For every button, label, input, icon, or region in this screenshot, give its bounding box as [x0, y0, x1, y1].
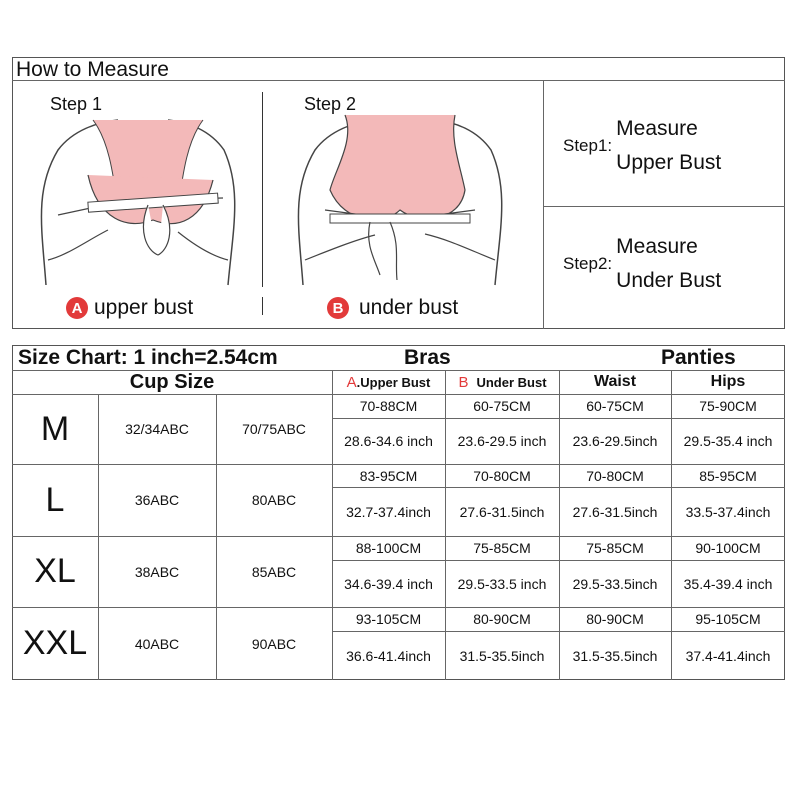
upper-in-xl: 34.6-39.4 inch [344, 575, 433, 592]
right-panel-divider [543, 80, 544, 329]
hips-cm-l: 85-95CM [699, 467, 757, 484]
under-cm-m: 60-75CM [473, 398, 531, 414]
waist-cm-m: 60-75CM [586, 398, 644, 414]
chart-title: Size Chart: 1 inch=2.54cm [18, 346, 278, 369]
cup-us-m: 32/34ABC [125, 421, 189, 437]
under-cm-xl: 75-85CM [473, 540, 531, 556]
cup-eu-l: 80ABC [251, 492, 297, 508]
upper-cm-l: 83-95CM [359, 467, 418, 484]
under-bust-marker: B [458, 373, 469, 391]
cup-size-header: Cup Size [129, 370, 215, 393]
hips-in-xl: 35.4-39.4 inch [683, 575, 773, 592]
size-xxl: XXL [22, 624, 88, 662]
under-cm-l: 70-80CM [473, 467, 531, 484]
side-step2-line1: Measure [616, 235, 698, 258]
upper-bust-marker: A [346, 373, 357, 391]
waist-in-l: 27.6-31.5inch [572, 503, 658, 520]
under-bust-caption [327, 296, 458, 320]
under-bust-caption-text: under bust [359, 296, 459, 319]
hips-cm-xl: 90-100CM [695, 540, 761, 556]
cup-eu-xxl: 90ABC [251, 635, 297, 652]
hips-in-l: 33.5-37.4inch [685, 503, 771, 520]
hips-cm-xxl: 95-105CM [695, 611, 761, 627]
under-bust-header-label: Under Bust [476, 374, 547, 390]
cup-us-xl: 38ABC [134, 563, 180, 580]
under-cm-xxl: 80-90CM [473, 611, 531, 627]
side-step2 [563, 230, 721, 298]
under-in-xl: 29.5-33.5 inch [457, 575, 547, 592]
waist-in-m: 23.6-29.5inch [572, 433, 658, 449]
side-step2-label: Step2: [563, 254, 613, 273]
panties-label: Panties [661, 346, 736, 369]
hips-cm-m: 75-90CM [699, 398, 757, 414]
marker-b-icon: B [327, 297, 349, 319]
upper-in-m: 28.6-34.6 inch [344, 433, 433, 449]
upper-bust-header [332, 370, 445, 394]
bras-label: Bras [404, 346, 451, 369]
under-bust-illustration [285, 110, 515, 290]
side-step1 [563, 112, 721, 180]
hips-in-m: 29.5-35.4 inch [683, 433, 773, 449]
hips-in-xxl: 37.4-41.4inch [685, 647, 771, 664]
upper-bust-caption [66, 296, 193, 320]
hips-header: Hips [710, 373, 746, 390]
cup-eu-m: 70/75ABC [242, 421, 306, 437]
right-panel-mid-divider [543, 206, 785, 207]
step2-label: Step 2 [304, 94, 357, 114]
upper-in-xxl: 36.6-41.4inch [346, 647, 431, 664]
upper-cm-xxl: 93-105CM [355, 611, 422, 627]
waist-cm-xl: 75-85CM [586, 540, 644, 556]
marker-a-icon: A [66, 297, 88, 319]
upper-bust-illustration [28, 110, 248, 290]
side-step1-line2: Upper Bust [616, 151, 722, 174]
waist-cm-xxl: 80-90CM [586, 611, 644, 627]
waist-header: Waist [593, 373, 637, 390]
step1-label: Step 1 [50, 94, 103, 114]
waist-in-xxl: 31.5-35.5inch [572, 647, 658, 664]
upper-in-l: 32.7-37.4inch [346, 503, 431, 520]
captions-divider [262, 297, 263, 315]
side-step1-label: Step1: [563, 136, 613, 155]
size-xl: XL [34, 552, 76, 590]
under-bust-header [446, 370, 559, 394]
upper-bust-caption-text: upper bust [94, 296, 194, 319]
upper-cm-xl: 88-100CM [355, 540, 422, 556]
under-in-m: 23.6-29.5 inch [457, 433, 547, 449]
size-m: M [40, 409, 70, 448]
waist-in-xl: 29.5-33.5inch [572, 575, 658, 592]
cup-eu-xl: 85ABC [251, 563, 297, 580]
upper-cm-m: 70-88CM [359, 398, 418, 414]
cup-us-l: 36ABC [134, 492, 180, 508]
side-step1-line1: Measure [616, 117, 698, 140]
cup-us-xxl: 40ABC [134, 635, 180, 652]
side-step2-line2: Under Bust [616, 269, 722, 292]
size-l: L [45, 480, 65, 519]
waist-cm-l: 70-80CM [586, 467, 644, 484]
upper-bust-header-label: .Upper Bust [356, 374, 431, 390]
measure-title: How to Measure [16, 58, 169, 81]
under-in-l: 27.6-31.5inch [459, 503, 545, 520]
steps-divider [262, 92, 263, 287]
under-in-xxl: 31.5-35.5inch [459, 647, 545, 664]
